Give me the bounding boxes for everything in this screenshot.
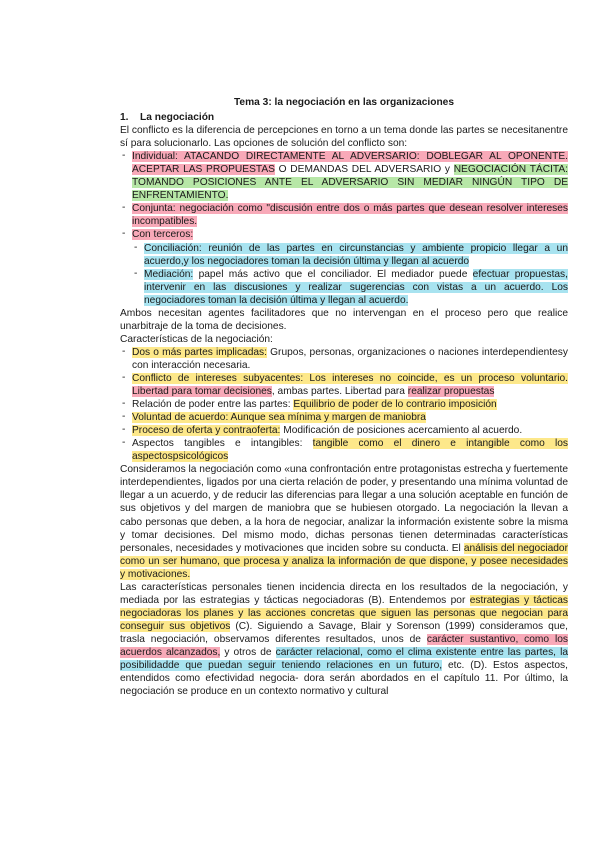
highlight-yellow: Proceso de oferta y contraoferta: (132, 425, 281, 437)
paragraph-definicion (120, 463, 568, 580)
list-item-conjunta (120, 202, 568, 228)
highlight-pink: Conjunta: negociación como "discusión entre dos o más partes que desean resolver intereses incompatibles. (132, 203, 568, 228)
highlight-pink: carácter sustantivo, como los acuerdos alcanzados, (120, 633, 568, 658)
highlight-cyan: carácter relacional, como el clima existente entre las partes, la posibilidadde que puedan seguir teniendo relaciones en un futuro, (120, 646, 568, 672)
text-run: O DEMANDAS DEL ADVERSARIO y (274, 164, 454, 176)
paragraph-facilitadores: Ambos necesitan agentes facilitadores que no intervengan en el proceso pero que realice unarbitraje de la toma de decisiones. (120, 307, 568, 332)
page-title: Tema 3: la negociación en las organizaciones (233, 97, 455, 108)
paragraph-conflict: El conflicto es la diferencia de percepciones en torno a un tema donde las partes se necesitanentre sí para solucionarlo. Las opciones de solución del conflicto son: (120, 125, 568, 150)
characteristics-list (120, 346, 568, 463)
highlight-cyan: Conciliación: reunión de las partes en circunstancias y ambiente propicio llegar a un acuerdo,y los negociadores toman la decisión última y llegan al acuerdo (144, 242, 568, 267)
list-item-conflicto-intereses (120, 372, 568, 398)
text-run: (C). Siguiendo a Savage, Blair y Sorenson (1999) consideramos que, trasla negociación, observamos diferentes resultados, unos de (120, 620, 568, 645)
text-run: papel más activo que el conciliador. El mediador puede (193, 268, 473, 280)
terceros-sublist (120, 242, 568, 307)
text-run: Modificación de posiciones acercamiento al acuerdo. (280, 425, 523, 437)
highlight-pink: Con terceros: (132, 229, 194, 241)
section-heading (120, 111, 568, 124)
list-item-mediacion (120, 268, 568, 307)
highlight-yellow: Dos o más partes implicadas: (132, 346, 267, 358)
list-item-individual (120, 150, 568, 202)
highlight-yellow: Equilibrio de poder de lo contrario imposición (293, 399, 497, 411)
highlight-pink: Individual: ATACANDO DIRECTAMENTE AL ADVERSARIO: DOBLEGAR AL OPONENTE. ACEPTAR LAS PROPUESTAS (132, 151, 568, 176)
highlight-yellow: Conflicto de intereses subyacentes: Los intereses no coincide, es un proceso voluntario. (132, 372, 568, 384)
list-item-conciliacion (120, 242, 568, 268)
highlight-pink: realizar propuestas (407, 386, 495, 398)
highlight-green: NEGOCIACIÓN TÁCITA: TOMANDO POSICIONES ANTE EL ADVERSARIO SIN MEDIAR NINGÚN TIPO DE ENFRENTAMIENTO. (132, 164, 568, 202)
text-run: Relación de poder entre las partes: (132, 399, 294, 411)
text-run: etc. (D). Estos aspectos, entendidos como efectividad negocia- dora serán abordados en el capítulo 11. Por último, la negociación se produce en un contexto normativo y cultural (120, 660, 568, 698)
list-item-voluntad (120, 411, 568, 424)
list-item-tangibles (120, 437, 568, 463)
paragraph-caracteristicas-personales (120, 581, 568, 698)
section-number: 1. (120, 112, 129, 124)
highlight-cyan: Mediación: (144, 268, 194, 280)
solution-options-list (120, 150, 568, 241)
section-title: La negociación (140, 112, 215, 124)
highlight-yellow: análisis del negociador como un ser humano, que procesa y analiza la información de que dispone, y posee necesidades y motivaciones. (120, 542, 568, 580)
paragraph-caracteristicas-heading: Características de la negociación: (120, 333, 273, 345)
text-run: Aspectos tangibles e intangibles: (132, 438, 313, 450)
list-item-poder (120, 398, 568, 411)
highlight-yellow: Voluntad de acuerdo: Aunque sea mínima y margen de maniobra (132, 412, 426, 424)
highlight-pink: Libertad para tomar decisiones (132, 386, 272, 398)
list-item-oferta (120, 424, 568, 437)
text-run: y otros de (220, 646, 276, 658)
list-item-partes (120, 346, 568, 372)
list-item-terceros (120, 228, 568, 241)
highlight-cyan: efectuar propuestas, intervenir en las discusiones y realizar sugerencias con vistas a un acuerdo. Los negociadores toman la decisión última y llegan al acuerdo. (144, 268, 568, 306)
highlight-yellow: tangible como el dinero e intangible como los aspectospsicológicos (132, 438, 569, 463)
text-run: Las características personales tienen incidencia directa en los resultados de la negociación, y mediada por las estrategias y tácticas negociadoras (B). Entendemos por (120, 581, 568, 606)
document-body (120, 96, 568, 698)
text-run: Grupos, personas, organizaciones o naciones interdependientesy con interacción necesaria. (132, 346, 568, 371)
highlight-yellow: estrategias y tácticas negociadoras los planes y las acciones concretas que siguen las personas que negocian para conseguir sus objetivos (120, 594, 569, 632)
text-run: Consideramos la negociación como «una confrontación entre protagonistas estrecha y fuertemente interdependientes, ligados por una cierta relación de poder, y presentando una mínima voluntad de llegar a un acuerdo, y de reducir las diferencias para llegar a una solución aceptable en función de sus objetivos y del margen de maniobra que se hubiesen otorgado. La negociación la llevan a cabo personas que deben, a la hora de negociar, analizar la información existente sobre la misma y tomar decisiones. Del mismo modo, dichas personas tienen determinadas características personales, necesidades y motivaciones que inciden sobre su conducta. El (120, 464, 568, 554)
text-run: , ambas partes. Libertad para (271, 386, 408, 398)
